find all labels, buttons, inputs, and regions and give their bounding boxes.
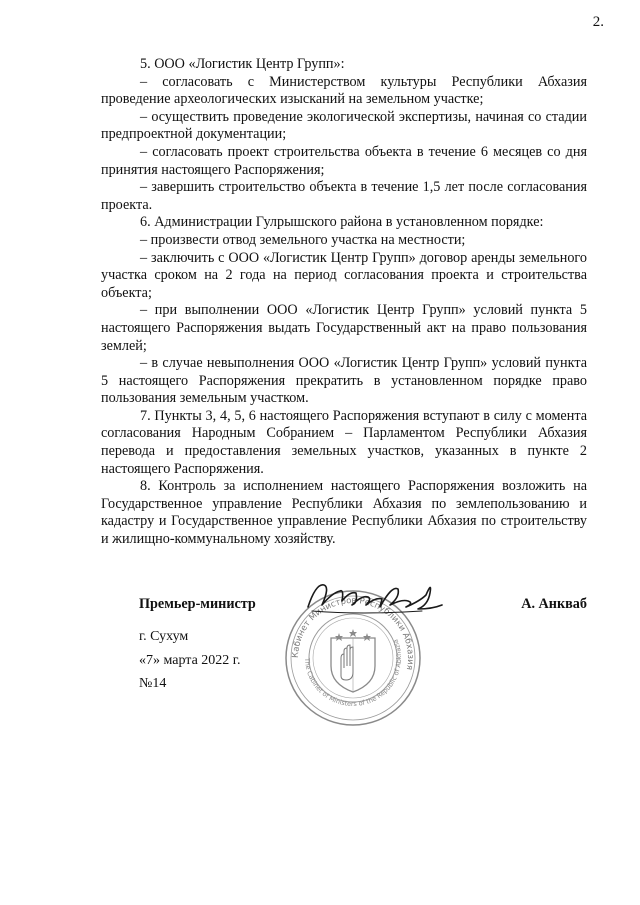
page-number: 2.	[592, 14, 604, 30]
list-item: – согласовать проект строительства объекта в течение 6 месяцев со дня принятия настоящего Распоряжения;	[101, 143, 587, 178]
stamp-outer-text-en: The Cabinet of Ministers of the Republic of Abkhazia	[302, 637, 404, 709]
document-number: №14	[139, 676, 167, 691]
list-item: – произвести отвод земельного участка на местности;	[140, 231, 466, 248]
paragraph-5-heading: 5. ООО «Логистик Центр Групп»:	[140, 56, 345, 72]
document-body	[101, 56, 587, 549]
signatory-name: А. Анкваб	[521, 596, 587, 612]
list-item: – осуществить проведение экологической экспертизы, начиная со стадии предпроектной документации;	[101, 108, 587, 143]
list-item: – при выполнении ООО «Логистик Центр Групп» условий пункта 5 настоящего Распоряжения выдать Государственный акт на право пользования землей;	[101, 302, 587, 354]
document-place: г. Сухум	[139, 629, 189, 644]
list-item: – заключить с ООО «Логистик Центр Групп» договор аренды земельного участка сроком на 2 года на период согласования проекта и строительства объекта;	[101, 249, 587, 301]
paragraph-6-heading: 6. Администрации Гулрышского района в установленном порядке:	[140, 214, 544, 231]
signatory-title: Премьер-министр	[139, 596, 256, 612]
list-item: – согласовать с Министерством культуры Республики Абхазия проведение археологических изысканий на земельном участке;	[101, 73, 587, 108]
document-date: «7» марта 2022 г.	[139, 653, 241, 668]
stamp-outer-text: Кабинет Министров Республики Абхазия	[290, 595, 416, 671]
handwritten-signature	[302, 575, 452, 620]
list-item: – завершить строительство объекта в течение 1,5 лет после согласования проекта.	[101, 179, 587, 213]
list-item: – в случае невыполнения ООО «Логистик Центр Групп» условий пункта 5 настоящего Распоряжения прекратить в установленном порядке право пользования земельным участком.	[101, 355, 587, 407]
paragraph-8: 8. Контроль за исполнением настоящего Распоряжения возложить на Государственное управление Республики Абхазия по землепользованию и кадастру и Государственное управление Республики Абхазия по строительству и жилищно-коммунальному хозяйству.	[101, 478, 587, 548]
paragraph-7: 7. Пункты 3, 4, 5, 6 настоящего Распоряжения вступают в силу с момента согласования Народным Собранием – Парламентом Республики Абхазия перевода и предоставления земельных участков, указанных в пункте 2 настоящего Распоряжения.	[101, 407, 587, 477]
